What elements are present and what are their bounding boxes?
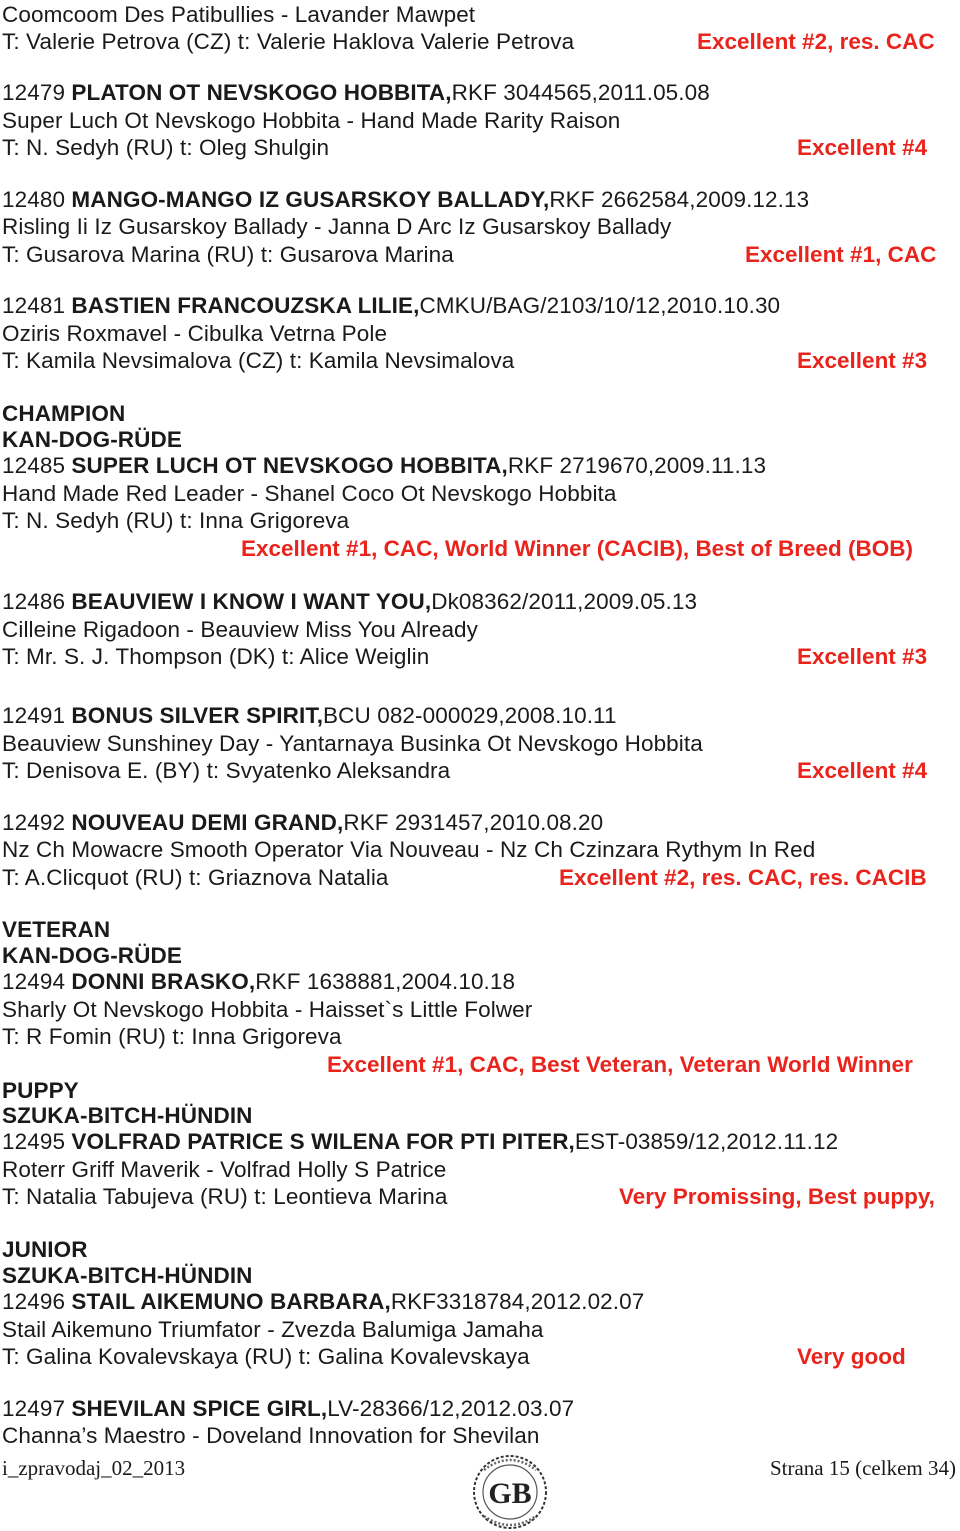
parents-line: Channa’s Maestro - Doveland Innovation for Shevilan	[2, 1423, 540, 1448]
owner-line: T: Galina Kovalevskaya (RU) t: Galina Kovalevskaya	[2, 1344, 530, 1369]
owner-line: T: R Fomin (RU) t: Inna Grigoreva	[2, 1024, 342, 1049]
owner-line: T: Gusarova Marina (RU) t: Gusarova Marina	[2, 242, 454, 267]
parents-line: Roterr Griff Maverik - Volfrad Holly S Patrice	[2, 1157, 447, 1182]
registration: RKF3318784,2012.02.07	[390, 1289, 645, 1314]
registration: RKF 1638881,2004.10.18	[255, 969, 516, 994]
registration: RKF 2931457,2010.08.20	[343, 810, 604, 835]
entry-header	[2, 1395, 574, 1422]
logo-monogram: GB	[488, 1477, 532, 1510]
owner-line: T: Natalia Tabujeva (RU) t: Leontieva Marina	[2, 1184, 448, 1209]
parents-line: Stail Aikemuno Triumfator - Zvezda Balumiga Jamaha	[2, 1317, 544, 1342]
result-label: Very good	[797, 1344, 906, 1369]
entry-number: 12494	[2, 969, 72, 994]
dog-name: BEAUVIEW I KNOW I WANT YOU,	[71, 589, 432, 614]
entry-header	[2, 452, 766, 479]
dog-name: BASTIEN FRANCOUZSKA LILIE,	[71, 293, 420, 318]
entry-number: 12485	[2, 453, 72, 478]
entry-header	[2, 1288, 644, 1315]
parents-line: Coomcoom Des Patibullies - Lavander Mawpet	[2, 2, 476, 27]
dog-name: BONUS SILVER SPIRIT,	[71, 703, 324, 728]
registration: BCU 082-000029,2008.10.11	[323, 703, 617, 728]
parents-line: Super Luch Ot Nevskogo Hobbita - Hand Made Rarity Raison	[2, 108, 621, 133]
entry-header	[2, 1128, 838, 1155]
registration: RKF 2719670,2009.11.13	[507, 453, 767, 478]
registration: CMKU/BAG/2103/10/12,2010.10.30	[419, 293, 781, 318]
dog-name: SHEVILAN SPICE GIRL,	[71, 1396, 328, 1421]
registration: RKF 2662584,2009.12.13	[549, 187, 810, 212]
dog-name: DONNI BRASKO,	[71, 969, 256, 994]
entry-header	[2, 968, 515, 995]
class-heading: VETERAN	[2, 917, 111, 942]
entry-number: 12481	[2, 293, 72, 318]
dog-name: SUPER LUCH OT NEVSKOGO HOBBITA,	[71, 453, 508, 478]
entry-number: 12479	[2, 80, 72, 105]
owner-line: T: N. Sedyh (RU) t: Oleg Shulgin	[2, 135, 330, 160]
result-label: Excellent #2, res. CAC	[697, 29, 935, 54]
result-label: Excellent #2, res. CAC, res. CACIB	[559, 865, 927, 890]
result-label: Excellent #3	[797, 348, 928, 373]
owner-line: T: Valerie Petrova (CZ) t: Valerie Haklova Valerie Petrova	[2, 29, 575, 54]
footer-filename: i_zpravodaj_02_2013	[2, 1456, 186, 1480]
entry-number: 12491	[2, 703, 72, 728]
sex-heading: SZUKA-BITCH-HÜNDIN	[2, 1263, 253, 1288]
entry-number: 12486	[2, 589, 72, 614]
dog-name: VOLFRAD PATRICE S WILENA FOR PTI PITER,	[71, 1129, 575, 1154]
parents-line: Beauview Sunshiney Day - Yantarnaya Businka Ot Nevskogo Hobbita	[2, 731, 703, 756]
entry-header	[2, 79, 710, 106]
owner-line: T: A.Clicquot (RU) t: Griaznova Natalia	[2, 865, 389, 890]
class-heading: CHAMPION	[2, 401, 126, 426]
entry-header	[2, 809, 603, 836]
owner-line: T: Mr. S. J. Thompson (DK) t: Alice Weiglin	[2, 644, 430, 669]
sex-heading: KAN-DOG-RÜDE	[2, 427, 182, 452]
registration: LV-28366/12,2012.03.07	[327, 1396, 575, 1421]
registration: RKF 3044565,2011.05.08	[451, 80, 710, 105]
entry-header	[2, 186, 809, 213]
parents-line: Cilleine Rigadoon - Beauview Miss You Already	[2, 617, 479, 642]
registration: Dk08362/2011,2009.05.13	[431, 589, 698, 614]
entry-header	[2, 292, 780, 319]
entry-number: 12480	[2, 187, 72, 212]
parents-line: Hand Made Red Leader - Shanel Coco Ot Nevskogo Hobbita	[2, 481, 617, 506]
owner-line: T: Kamila Nevsimalova (CZ) t: Kamila Nevsimalova	[2, 348, 515, 373]
result-label: Excellent #1, CAC, Best Veteran, Veteran World Winner	[327, 1052, 913, 1077]
class-heading: PUPPY	[2, 1078, 79, 1103]
dog-name: MANGO-MANGO IZ GUSARSKOY BALLADY,	[71, 187, 550, 212]
owner-line: T: Denisova E. (BY) t: Svyatenko Aleksandra	[2, 758, 451, 783]
parents-line: Sharly Ot Nevskogo Hobbita - Haisset`s Little Folwer	[2, 997, 533, 1022]
result-label: Excellent #1, CAC, World Winner (CACIB), Best of Breed (BOB)	[241, 536, 913, 561]
result-label: Excellent #4	[797, 758, 928, 783]
class-heading: JUNIOR	[2, 1237, 88, 1262]
dog-name: STAIL AIKEMUNO BARBARA,	[71, 1289, 391, 1314]
entry-number: 12492	[2, 810, 72, 835]
club-seal-logo	[462, 1448, 558, 1530]
parents-line: Oziris Roxmavel - Cibulka Vetrna Pole	[2, 321, 388, 346]
sex-heading: KAN-DOG-RÜDE	[2, 943, 182, 968]
parents-line: Risling Ii Iz Gusarskoy Ballady - Janna D Arc Iz Gusarskoy Ballady	[2, 214, 672, 239]
entry-number: 12496	[2, 1289, 72, 1314]
result-label: Excellent #3	[797, 644, 928, 669]
entry-number: 12495	[2, 1129, 72, 1154]
result-label: Excellent #1, CAC	[745, 242, 937, 267]
result-label: Very Promissing, Best puppy,	[619, 1184, 935, 1209]
dog-name: PLATON OT NEVSKOGO HOBBITA,	[71, 80, 452, 105]
result-label: Excellent #4	[797, 135, 928, 160]
entry-header	[2, 588, 697, 615]
owner-line: T: N. Sedyh (RU) t: Inna Grigoreva	[2, 508, 350, 533]
dog-name: NOUVEAU DEMI GRAND,	[71, 810, 344, 835]
sex-heading: SZUKA-BITCH-HÜNDIN	[2, 1103, 253, 1128]
parents-line: Nz Ch Mowacre Smooth Operator Via Nouveau - Nz Ch Czinzara Rythym In Red	[2, 837, 816, 862]
footer-page-number: Strana 15 (celkem 34)	[769, 1456, 956, 1480]
registration: EST-03859/12,2012.11.12	[574, 1129, 839, 1154]
entry-header	[2, 702, 617, 729]
entry-number: 12497	[2, 1396, 72, 1421]
